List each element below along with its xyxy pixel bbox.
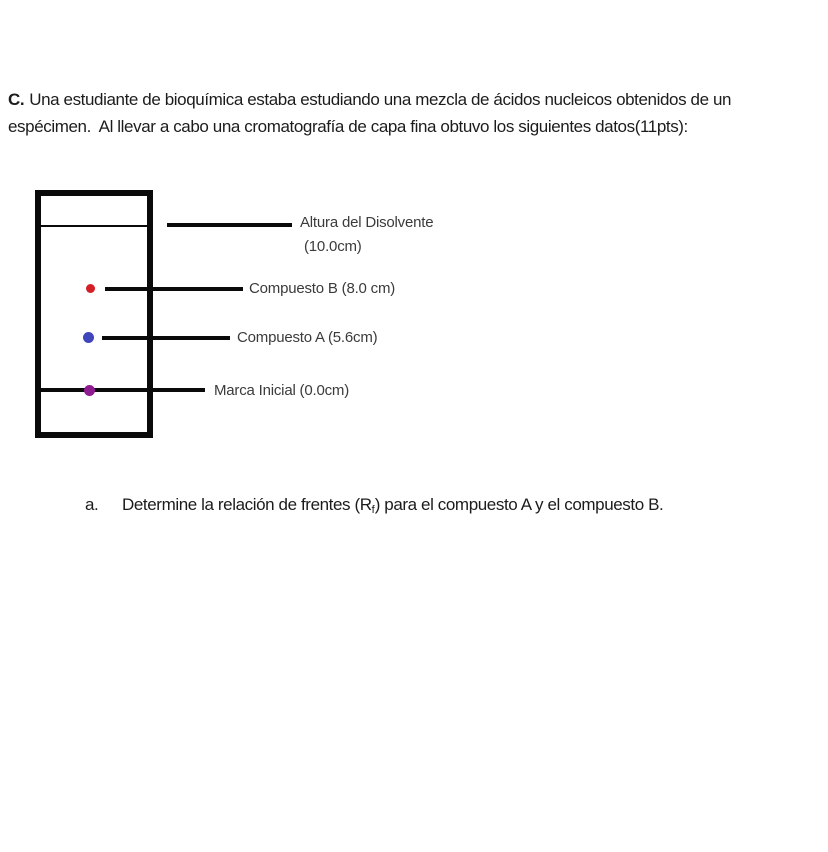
compound-a-leader-line (102, 336, 230, 340)
solvent-front-label: Altura del Disolvente (300, 214, 434, 231)
question-text-before-sub: Determine la relación de frentes (R (122, 495, 372, 514)
problem-text-line1: Una estudiante de bioquímica estaba estudiando una mezcla de ácidos nucleicos obtenidos de un (29, 90, 732, 109)
solvent-front-height-label: (10.0cm) (304, 238, 362, 255)
compound-b-leader-line (105, 287, 243, 291)
compound-a-label: Compuesto A (5.6cm) (237, 329, 378, 346)
compound-b-spot (86, 284, 95, 293)
solvent-front-line (41, 225, 147, 227)
origin-baseline (40, 388, 205, 392)
origin-mark-label: Marca Inicial (0.0cm) (214, 382, 349, 399)
compound-b-label: Compuesto B (8.0 cm) (249, 280, 396, 297)
rf-subscript: f (371, 504, 375, 516)
solvent-front-leader-line (167, 223, 292, 227)
problem-text-line2: espécimen. Al llevar a cabo una cromatografía de capa fina obtuvo los siguientes datos(11pts): (8, 117, 688, 136)
question-text (122, 495, 663, 517)
origin-mark-spot (84, 385, 95, 396)
question-letter: a. (85, 495, 99, 514)
question-text-after-sub: ) para el compuesto A y el compuesto B. (374, 495, 664, 514)
compound-a-spot (83, 332, 94, 343)
tlc-plate (35, 190, 153, 438)
problem-number: C. (8, 90, 25, 109)
